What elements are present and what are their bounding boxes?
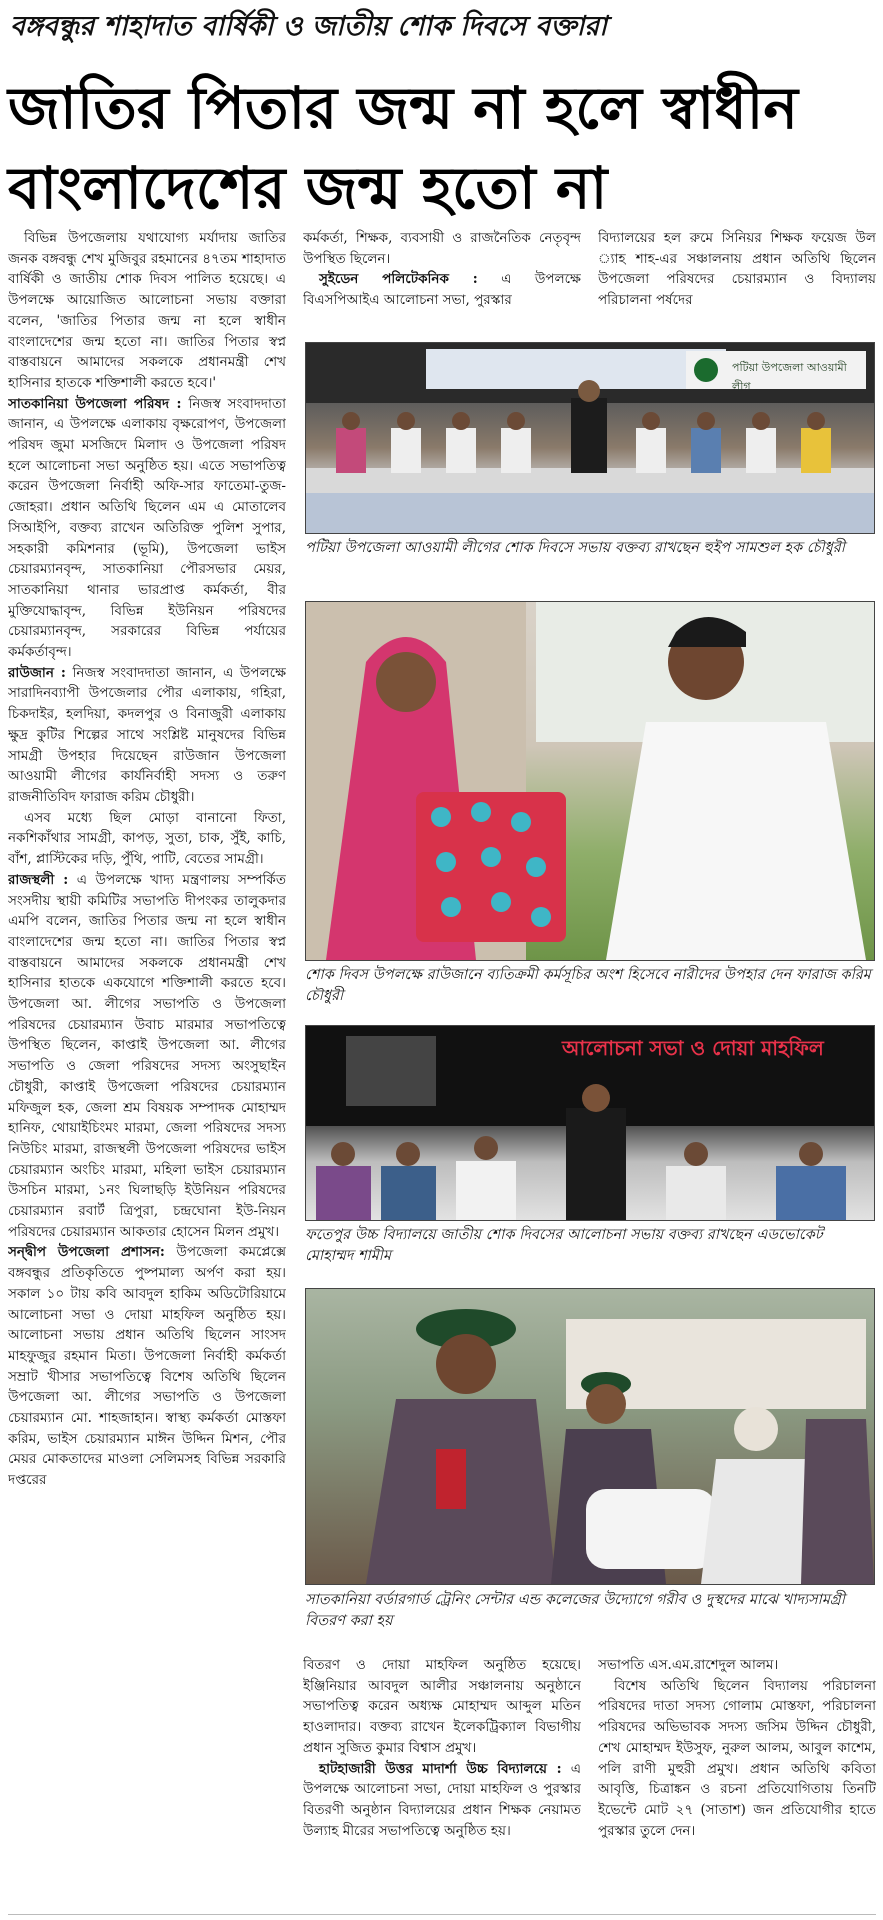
article-column-2-bottom [303, 1655, 581, 1913]
paragraph-col3-bottom-2: বিশেষ অতিথি ছিলেন বিদ্যালয় পরিচালনা পরিষদের দাতা সদস্য গোলাম মোস্তফা, পরিচালনা পরিষদের অভিভাবক সদস্য জসিম উদ্দিন চৌধুরী, শেখ মোহাম্মদ ইউসুফ, নুরুল আলম, আবুল কাশেম, পলি রাণী মুহুরী প্রমুখ। প্রধান অতিথি কবিতা আবৃত্তি, চিত্রাঙ্কন ও রচনা প্রতিযোগিতায় তিনটি ইভেন্টে মোট ২৭ (সাতাশ) জন প্রতিযোগীর হাতে পুরস্কার তুলে দেন। [598, 1677, 876, 1839]
gift-scene-illustration [306, 602, 874, 960]
photo-caption-4: সাতকানিয়া বর্ডারগার্ড ট্রেনিং সেন্টার এন্ড কলেজের উদ্যোগে গরীব ও দুস্থদের মাঝে খাদ্যসামগ্রী বিতরণ করা হয় [305, 1592, 845, 1629]
paragraph-raozan-items: এসব মধ্যে ছিল মোড়া বানানো ফিতা, নকশিকাঁথার সামগ্রী, কাপড়, সুতা, চাক, সুঁই, কাচি, বাঁশ, প্লাস্টিকের দড়ি, পুঁথি, পাটি, বেতের সামগ্রী। [8, 809, 286, 868]
kicker: বঙ্গবন্ধুর শাহাদাত বার্ষিকী ও জাতীয় শোক দিবসে বক্তারা [10, 11, 607, 42]
paragraph-col2-bottom: বিতরণ ও দোয়া মাহফিল অনুষ্ঠিত হয়েছে। ইঞ্জিনিয়ার আবদুল আলীর সঞ্চালনায় অনুষ্ঠানে সভাপতিত্ব করেন অধ্যক্ষ মোহাম্মদ আব্দুল মতিন হাওলাদার। বক্তব্য রাখেন ইলেকট্রিক্যাল বিভাগীয় প্রধান সুজিত কুমার বিশ্বাস প্রমুখ। [303, 1657, 581, 1756]
photo-caption-3: ফতেপুর উচ্চ বিদ্যালয়ে জাতীয় শোক দিবসের আলোচনা সভায় বক্তব্য রাখছেন এডভোকেট মোহাম্মদ শামীম [305, 1227, 823, 1264]
paragraph-col3-bottom-1: সভাপতি এস.এম.রাশেদুল আলম। [598, 1657, 779, 1673]
subhead-raozan: রাউজান : [8, 664, 66, 681]
paragraph-hathazari: এ উপলক্ষে আলোচনা সভা, দোয়া মাহফিল ও পুরস্কার বিতরণী অনুষ্ঠান বিদ্যালয়ের প্রধান শিক্ষক নেয়ামত উল্যাহ মীরের সভাপতিত্বে অনুষ্ঠিত হয়। [303, 1760, 581, 1839]
article-column-2-top [303, 228, 581, 340]
paragraph-satkania: নিজস্ব সংবাদদাতা জানান, এ উপলক্ষে এলাকায় বৃক্ষরোপণ, উপজেলা পরিষদ জুমা মসজিদে মিলাদ ও উপজেলা পরিষদ হলে আলোচনা সভা অনুষ্ঠিত হয়। এতে সভাপতিত্ব করেন উপজেলা নির্বাহী অফি-সার ফাতেমা-তুজ-জোহরা। প্রধান অতিথি ছিলেন এম এ মোতালেব সিআইপি, বক্তব্য রাখেন অতিরিক্ত পুলিশ সুপার, সহকারী কমিশনার (ভূমি), উপজেলা ভাইস চেয়ারম্যানবৃন্দ, সাতকানিয়া পৌরসভার মেয়র, সাতকানিয়া থানার ভারপ্রাপ্ত কর্মকর্তা, বীর মুক্তিযোদ্ধাবৃন্দ, বিভিন্ন ইউনিয়ন পরিষদের চেয়ারম্যানবৃন্দ, সরকারের বিভিন্ন পর্যায়ের কর্মকর্তাবৃন্দ। [8, 395, 286, 661]
paragraph-sweden-polytechnic: এ উপলক্ষে বিএসপিআইএ আলোচনা সভা, পুরস্কার [303, 271, 581, 309]
article-column-3-bottom [598, 1655, 876, 1913]
intro-paragraph: বিভিন্ন উপজেলায় যথাযোগ্য মর্যাদায় জাতির জনক বঙ্গবন্ধু শেখ মুজিবুর রহমানের ৪৭তম শাহাদাত বার্ষিকী ও জাতীয় শোক দিবস পালিত হয়েছে। এ উপলক্ষে আয়োজিত আলোচনা সভায় বক্তারা বলেন, 'জাতির পিতার জন্ম না হলে স্বাধীন বাংলাদেশের জন্ম হতো না। জাতির পিতার স্বপ্ন বাস্তবায়নে আমাদের সকলকে প্রধানমন্ত্রী শেখ হাসিনার হাতকে শক্তিশালী করতে হবে।' [8, 230, 286, 391]
paragraph-col3-top: বিদ্যালয়ের হল রুমে সিনিয়র শিক্ষক ফয়েজ উল ্যাহ শাহ-এর সঞ্চালনায় প্রধান অতিথি ছিলেন উপজেলা পরিষদের চেয়ারম্যান ও বিদ্যালয় পরিচালনা পর্ষদের [598, 230, 876, 309]
article-column-3-top [598, 228, 876, 340]
photo-banner-text-2: আলোচনা সভা ও দোয়া মাহফিল [562, 1036, 824, 1060]
photo-fatehpur-meeting [305, 1025, 875, 1221]
photo-caption-2: শোক দিবস উপলক্ষে রাউজানে ব্যতিক্রমী কর্মসূচির অংশ হিসেবে নারীদের উপহার দেন ফারাজ করিম চৌধুরী [305, 967, 871, 1004]
paragraph-raozan: নিজস্ব সংবাদদাতা জানান, এ উপলক্ষে সারাদিনব্যাপী উপজেলার পৌর এলাকায়, গহিরা, চিকদাইর, হলদিয়া, কদলপুর ও বিনাজুরী এলাকায় ক্ষুদ্র কুটির শিল্পের সাথে সংশ্লিষ্ট মানুষদের বিভিন্ন সামগ্রী উপহার দিয়েছেন রাউজান উপজেলা আওয়ামী লীগের কার্যনির্বাহী সদস্য ও তরুণ রাজনীতিবিদ ফারাজ করিম চৌধুরী। [8, 664, 286, 805]
photo-raozan-gift [305, 601, 875, 961]
photo-patiya-meeting [305, 342, 875, 534]
paragraph-sandwip: উপজেলা কমপ্লেক্সে বঙ্গবন্ধুর প্রতিকৃতিতে পুষ্পমাল্য অর্পণ করা হয়। সকাল ১০ টায় কবি আবদুল হাকিম অডিটোরিয়ামে আলোচনা সভা ও দোয়া মাহফিল অনুষ্ঠিত হয়। আলোচনা সভায় প্রধান অতিথি ছিলেন সাংসদ মাহফুজুর রহমান মিতা। উপজেলা নির্বাহী কর্মকর্তা সম্রাট খীসার সভাপতিত্বে বিশেষ অতিথি ছিলেন উপজেলা আ. লীগের সভাপতি ও উপজেলা চেয়ারম্যান মো. শাহজাহান। স্বাস্থ্য কর্মকর্তা মোস্তফা করিম, ভাইস চেয়ারম্যান মাঈন উদ্দিন মিশন, পৌর মেয়র মোকতাদের মাওলা সেলিমসহ বিভিন্ন সরকারি দপ্তরের [8, 1244, 286, 1489]
distribution-scene-illustration [306, 1289, 874, 1584]
subhead-rajasthali: রাজস্থলী : [8, 871, 69, 888]
subhead-sandwip: সন্দ্বীপ উপজেলা প্রশাসন: [8, 1244, 165, 1261]
photo-caption-1: পটিয়া উপজেলা আওয়ামী লীগের শোক দিবসে সভায় বক্তব্য রাখছেন হুইপ সামশুল হক চৌধুরী [305, 540, 845, 556]
paragraph-rajasthali: এ উপলক্ষে খাদ্য মন্ত্রণালয় সম্পর্কিত সংসদীয় স্থায়ী কমিটির সভাপতি দীপংকর তালুকদার এমপি বলেন, জাতির পিতার জন্ম না হলে স্বাধীন বাংলাদেশের জন্ম হতো না। জাতির পিতার স্বপ্ন বাস্তবায়নে আমাদের সকলকে প্রধানমন্ত্রী শেখ হাসিনার হাতকে একযোগে শক্তিশালী করতে হবে। উপজেলা আ. লীগের সভাপতি ও উপজেলা পরিষদের চেয়ারম্যান উবাচ মারমার সভাপতিত্বে উপস্থিত ছিলেন, কাপ্তাই উপজেলা আ. লীগের সভাপতি ও জেলা পরিষদের সদস্য অংসুছাইন চৌধুরী, কাপ্তাই উপজেলা পরিষদের চেয়ারম্যান মফিজুল হক, জেলা শ্রম বিষয়ক সম্পাদক মোহাম্মদ হানিফ, থোয়াইচিংমং মারমা, জেলা পরিষদের সদস্য নিউচিং মারমা, রাজস্থলী উপজেলা পরিষদের ভাইস চেয়ারম্যান অংচিং মারমা, মহিলা ভাইস চেয়ারম্যান উসচিন মারমা, ১নং ঘিলাছড়ি ইউনিয়ন পরিষদের চেয়ারম্যান রবার্ট ত্রিপুরা, চন্দ্রঘোনা ইউ-নিয়ন পরিষদের চেয়ারম্যান আকতার হোসেন মিলন প্রমুখ। [8, 871, 286, 1240]
headline-line-2: বাংলাদেশের জন্ম হতো না [8, 154, 608, 222]
paragraph-col2-top: কর্মকর্তা, শিক্ষক, ব্যবসায়ী ও রাজনৈতিক নেতৃবৃন্দ উপস্থিত ছিলেন। [303, 230, 581, 267]
bottom-rule [8, 1914, 876, 1915]
article-column-1 [8, 228, 286, 1908]
headline-line-1: জাতির পিতার জন্ম না হলে স্বাধীন [8, 74, 798, 142]
photo-banner-text: পটিয়া উপজেলা আওয়ামী লীগ [732, 361, 847, 393]
subhead-satkania: সাতকানিয়া উপজেলা পরিষদ : [8, 395, 182, 412]
subhead-hathazari: হাটহাজারী উত্তর মাদার্শা উচ্চ বিদ্যালয়ে : [319, 1760, 562, 1777]
subhead-sweden-polytechnic: সুইডেন পলিটেকনিক : [319, 271, 478, 288]
photo-bgb-food-distribution [305, 1288, 875, 1585]
